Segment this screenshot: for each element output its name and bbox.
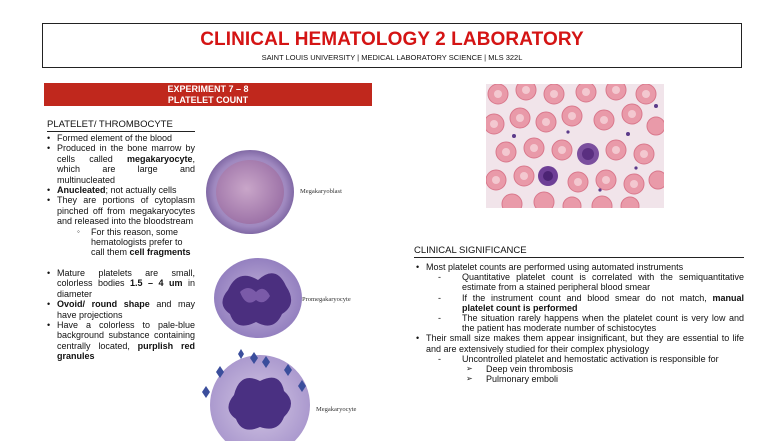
sub-list-item: - Quantitative platelet count is correlated with the semiquantitative estimate from a stained peripheral blood smear bbox=[414, 272, 744, 292]
document-title: CLINICAL HEMATOLOGY 2 LABORATORY bbox=[200, 29, 584, 50]
label-megakaryoblast: Megakaryoblast bbox=[300, 188, 342, 195]
sub-sub-list-item: ➢ Pulmonary emboli bbox=[414, 374, 744, 384]
section-heading-clinical: CLINICAL SIGNIFICANCE bbox=[414, 245, 744, 258]
clinical-text-column bbox=[414, 262, 744, 384]
list-item: • Most platelet counts are performed using automated instruments bbox=[414, 262, 744, 272]
list-item: • Their small size makes them appear insignificant, but they are essential to life and are extensively studied for their complex physiology bbox=[414, 333, 744, 353]
label-megakaryocyte: Megakaryocyte bbox=[316, 406, 357, 413]
document-subtitle: SAINT LOUIS UNIVERSITY | MEDICAL LABORATORY SCIENCE | MLS 322L bbox=[261, 53, 523, 62]
list-item: • They are portions of cytoplasm pinched off from megakaryocytes and released into the bloodstream bbox=[47, 195, 195, 226]
sub-list-item: - If the instrument count and blood smear do not match, manual platelet count is performed bbox=[414, 293, 744, 313]
list-item: • Produced in the bone marrow by cells called megakaryocyte, which are large and multinucleated bbox=[47, 143, 195, 185]
megakaryocyte-figure bbox=[198, 140, 378, 441]
list-item: • Formed element of the blood bbox=[47, 133, 195, 143]
sub-list-item: - The situation rarely happens when the platelet count is very low and the patient has moderate number of schistocytes bbox=[414, 313, 744, 333]
list-item: • Ovoid/ round shape and may have projections bbox=[47, 299, 195, 320]
sub-list-item: ◦ For this reason, some hematologists prefer to call them cell fragments bbox=[47, 227, 195, 258]
experiment-banner bbox=[44, 83, 372, 106]
label-promegakaryocyte: Promegakaryocyte bbox=[302, 296, 351, 303]
list-item: • Have a colorless to pale-blue background substance containing centrally located, purplish red granules bbox=[47, 320, 195, 362]
sub-sub-list-item: ➢ Deep vein thrombosis bbox=[414, 364, 744, 374]
experiment-number: EXPERIMENT 7 – 8 bbox=[167, 84, 249, 94]
experiment-title: PLATELET COUNT bbox=[167, 94, 249, 105]
blood-smear-image bbox=[486, 84, 664, 208]
list-item: • Anucleated; not actually cells bbox=[47, 185, 195, 195]
sub-list-item: - Uncontrolled platelet and hemostatic activation is responsible for bbox=[414, 354, 744, 364]
section-heading-platelet: PLATELET/ THROMBOCYTE bbox=[47, 119, 195, 132]
document-header bbox=[42, 23, 742, 68]
platelet-text-column bbox=[47, 133, 195, 362]
list-item: • Mature platelets are small, colorless bodies 1.5 – 4 um in diameter bbox=[47, 268, 195, 299]
megakaryocyte-stages-image bbox=[198, 140, 378, 441]
